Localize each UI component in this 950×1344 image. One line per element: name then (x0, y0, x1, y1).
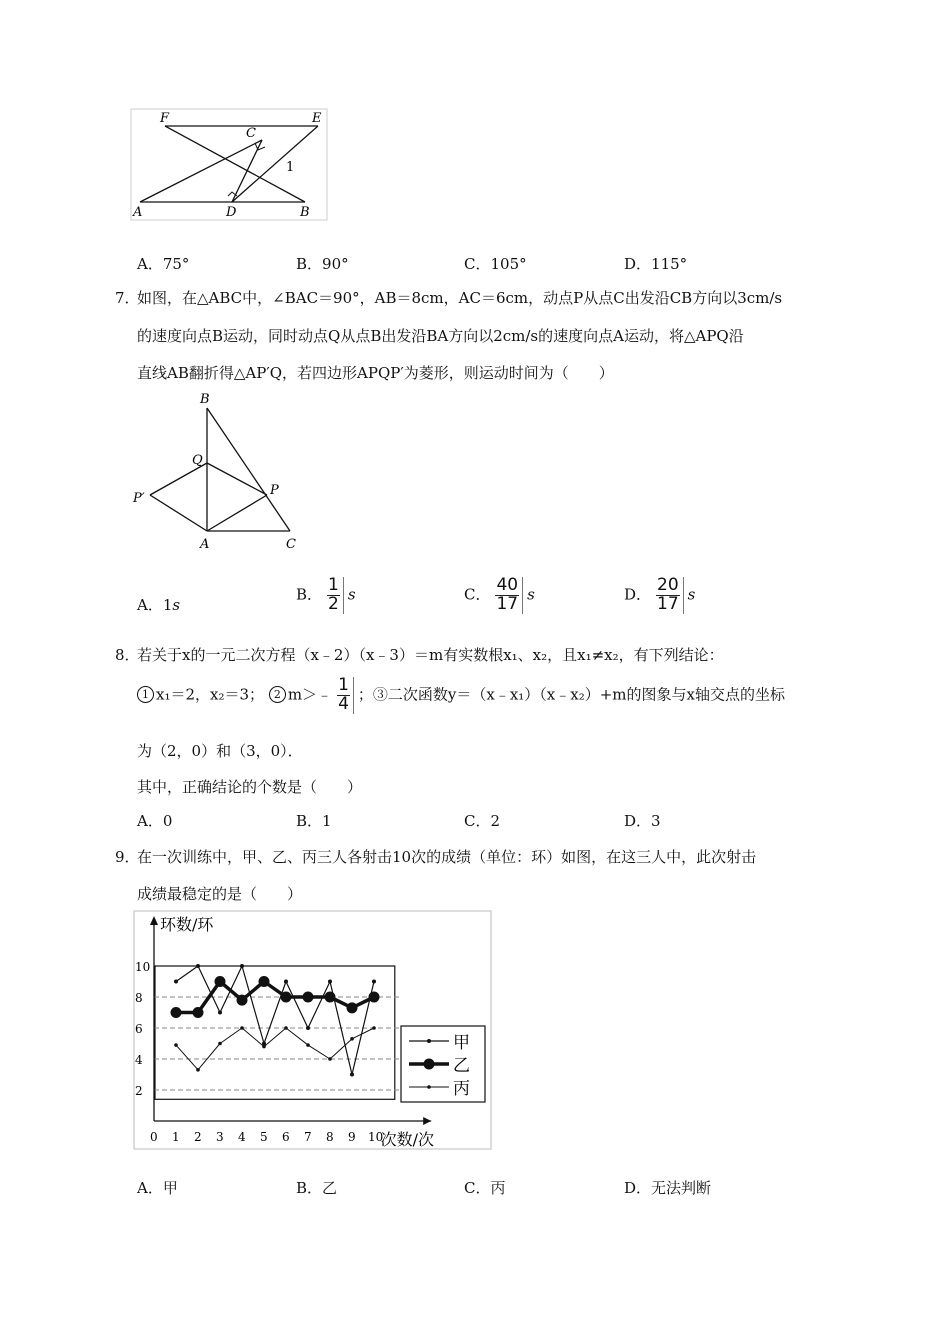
q6-option-b[interactable]: B．90° (296, 255, 349, 273)
segment-DE (232, 126, 318, 202)
q9-number: 9． (115, 848, 140, 866)
label-1: 1 (286, 160, 295, 175)
x-tick-label: 1 (172, 1130, 180, 1144)
q7-option-a[interactable]: A．1s (137, 596, 181, 614)
series-yi-point (303, 992, 314, 1003)
fraction: $\frac{40}{17}$ (494, 577, 523, 614)
q6-figure (130, 108, 335, 226)
label-D: D (226, 205, 237, 220)
q8-option-d[interactable]: D．3 (624, 812, 661, 830)
q7-text-line2: 的速度向点B运动，同时动点Q从点B出发沿BA方向以2cm/s的速度向点A运动，将△APQ沿 (137, 327, 744, 345)
x-tick-label: 0 (150, 1130, 158, 1144)
legend-marker (424, 1059, 435, 1070)
y-axis-arrow (150, 916, 158, 925)
label-C: C (286, 537, 296, 552)
fraction: $\frac{20}{17}$ (655, 577, 684, 614)
series-yi-point (281, 992, 292, 1003)
label-E: E (312, 111, 322, 126)
x-tick-label: 8 (326, 1130, 334, 1144)
q7-text-line1: 如图，在△ABC中，∠BAC＝90°，AB＝8cm，AC＝6cm，动点P从点C出发沿CB方向以3cm/s (137, 289, 783, 307)
legend-label: 甲 (453, 1033, 470, 1053)
q9-text-line2: 成绩最稳定的是（ ） (137, 885, 303, 903)
series-yi-point (347, 1002, 358, 1013)
q6-option-a[interactable]: A．75° (137, 255, 190, 273)
plot-box (155, 966, 395, 1099)
q7-option-c[interactable]: C． $\frac{40}{17}$ s (464, 575, 535, 614)
q9-option-a[interactable]: A．甲 (137, 1179, 178, 1197)
label-C: C (246, 126, 256, 141)
q8-option-a[interactable]: A．0 (137, 812, 173, 830)
series-yi-point (325, 992, 336, 1003)
y-tick-label: 2 (135, 1084, 143, 1098)
x-tick-label: 4 (238, 1130, 246, 1144)
series-bing-point (328, 1057, 332, 1061)
series-bing-point (174, 1043, 178, 1047)
q9-option-d[interactable]: D．无法判断 (624, 1179, 712, 1197)
q9-text-line1: 在一次训练中，甲、乙、丙三人各射击10次的成绩（单位：环）如图，在这三人中，此次射击 (137, 848, 757, 866)
series-jia-point (328, 980, 332, 984)
legend-label: 乙 (453, 1056, 470, 1076)
q8-option-b[interactable]: B．1 (296, 812, 332, 830)
fraction: $\frac{1}{4}$ (336, 677, 354, 714)
q9-option-b[interactable]: B．乙 (296, 1179, 338, 1197)
series-jia-point (350, 1073, 354, 1077)
x-tick-label: 6 (282, 1130, 290, 1144)
legend-label: 丙 (453, 1079, 470, 1099)
legend-marker (427, 1085, 431, 1089)
segment-APp (150, 495, 207, 531)
series-jia-point (174, 980, 178, 984)
label-A: A (200, 537, 210, 552)
y-axis-label: 环数/环 (160, 915, 214, 934)
q8-text-line3: 为（2，0）和（3，0）． (137, 742, 303, 760)
series-jia-point (284, 980, 288, 984)
conclusion-1-marker: 1 (137, 686, 154, 703)
segment-QP (207, 463, 267, 495)
series-jia-point (218, 1011, 222, 1015)
series-bing-point (372, 1026, 376, 1030)
x-axis-arrow (423, 1117, 431, 1125)
fraction: $\frac{1}{2}$ (326, 577, 344, 614)
series-bing-point (350, 1037, 354, 1041)
q8-text-line1: 若关于x的一元二次方程（x﹣2）（x﹣3）＝m有实数根x₁、x₂，且x₁≠x₂，有下列结论： (137, 646, 724, 664)
x-tick-label: 10 (368, 1130, 384, 1144)
y-tick-label: 8 (135, 991, 143, 1005)
series-bing-point (240, 1026, 244, 1030)
series-yi-point (171, 1007, 182, 1018)
y-tick-label: 10 (135, 960, 151, 974)
q9-option-c[interactable]: C．丙 (464, 1179, 506, 1197)
label-P: P (270, 483, 279, 498)
x-tick-label: 5 (260, 1130, 268, 1144)
series-jia-line (176, 966, 374, 1075)
label-Q: Q (192, 453, 203, 468)
series-jia-point (306, 1026, 310, 1030)
x-tick-label: 3 (216, 1130, 224, 1144)
label-F: F (160, 111, 170, 126)
series-yi-point (193, 1007, 204, 1018)
series-jia-point (372, 980, 376, 984)
q9-shooting-chart (133, 910, 493, 1152)
series-bing-point (262, 1045, 266, 1049)
series-jia-point (240, 964, 244, 968)
q7-option-d[interactable]: D． $\frac{20}{17}$ s (624, 575, 696, 614)
label-P-prime: P′ (133, 491, 145, 506)
segment-AP (207, 495, 267, 531)
q7-figure (130, 388, 310, 553)
series-bing-point (218, 1042, 222, 1046)
series-bing-point (284, 1026, 288, 1030)
legend-marker (427, 1039, 431, 1043)
q7-option-b[interactable]: B． $\frac{1}{2}$ s (296, 575, 356, 614)
q6-option-d[interactable]: D．115° (624, 255, 688, 273)
label-B: B (300, 205, 310, 220)
segment-FB (165, 126, 305, 202)
x-tick-label: 9 (348, 1130, 356, 1144)
q8-text-line4: 其中，正确结论的个数是（ ） (137, 778, 363, 796)
series-yi-point (215, 976, 226, 987)
q7-number: 7． (115, 289, 140, 307)
q8-text-line2: 1 x₁＝2，x₂＝3； 2 m＞﹣ $\frac{1}{4}$ ；③二次函数y＝（x﹣x₁）（x﹣x₂）+m的图象与x轴交点的坐标 (137, 677, 785, 714)
q8-option-c[interactable]: C．2 (464, 812, 501, 830)
label-B: B (200, 392, 210, 407)
series-bing-point (196, 1068, 200, 1072)
q8-number: 8． (115, 646, 140, 664)
segment-AC (140, 140, 262, 202)
x-tick-label: 2 (194, 1130, 202, 1144)
series-yi-point (259, 976, 270, 987)
series-bing-line (176, 1028, 374, 1070)
x-tick-label: 7 (304, 1130, 312, 1144)
conclusion-2-marker: 2 (269, 686, 286, 703)
label-A: A (133, 205, 143, 220)
q7-text-line3: 直线AB翻折得△AP′Q，若四边形APQP′为菱形，则运动时间为（ ） (137, 364, 614, 382)
series-bing-point (306, 1043, 310, 1047)
series-yi-point (369, 992, 380, 1003)
q6-option-c[interactable]: C．105° (464, 255, 527, 273)
series-yi-point (237, 995, 248, 1006)
y-tick-label: 4 (135, 1053, 143, 1067)
x-axis-label: 次数/次 (380, 1130, 435, 1149)
y-tick-label: 6 (135, 1022, 143, 1036)
series-jia-point (196, 964, 200, 968)
